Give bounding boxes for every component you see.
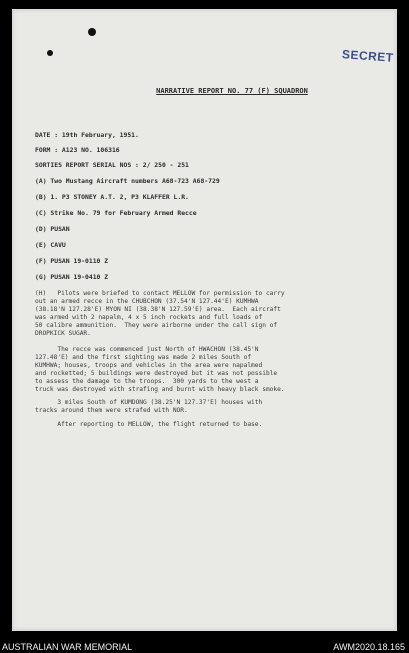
footer-accession: AWM2020.18.165 <box>333 642 405 652</box>
secret-stamp: SECRET <box>341 47 395 65</box>
item-g: (G) PUSAN 19-0410 Z <box>35 273 109 281</box>
item-e: (E) CAVU <box>35 241 66 249</box>
paragraph-kumdong: 3 miles South of KUMDONG (38.25'N 127.37'E) houses with tracks around them were strafed with NOR. <box>35 399 263 414</box>
footer-institution: AUSTRALIAN WAR MEMORIAL <box>2 642 133 652</box>
item-f: (F) PUSAN 19-0110 Z <box>35 257 109 265</box>
report-title: NARRATIVE REPORT NO. 77 (F) SQUADRON <box>156 87 308 95</box>
date-line: DATE : 19th February, 1951. <box>35 131 139 139</box>
paragraph-h: (H) Pilots were briefed to contact MELLOW for permission to carry out an armed recce in the CHUBCHON (37.54'N 127.44'E) KUMHWA (38.18'N 127.28'E) MYON NI (38.38'N 127.59'E) area. Each aircraft was armed with 2 napalm, 4 x 5 inch rockets and full loads of 50 calibre ammunition. They were airborne under the call sign of DROPKICK SUGAR. <box>35 290 285 337</box>
punch-hole-top <box>88 28 96 36</box>
item-d: (D) PUSAN <box>35 225 70 233</box>
paragraph-recce: The recce was commenced just North of HWACHON (38.45'N 127.48'E) and the first sighting was made 2 miles South of KUMHWA; houses, troops and vehicles in the area were napalmed and rocketted; 5 buildings were destroyed but it was not possible to assess the damage to the troops. 300 yards to the west a truck was destroyed with strafing and burnt with heavy black smoke. <box>35 346 285 393</box>
form-line: FORM : A123 NO. 106316 <box>35 146 120 154</box>
item-a: (A) Two Mustang Aircraft numbers A68-723 A68-729 <box>35 177 220 185</box>
document-page <box>12 9 397 631</box>
item-c: (C) Strike No. 79 for February Armed Recce <box>35 209 197 217</box>
item-b: (B) 1. P3 STONEY A.T. 2, P3 KLAFFER L.R. <box>35 193 189 201</box>
sorties-line: SORTIES REPORT SERIAL NOS : 2/ 250 - 251 <box>35 161 189 169</box>
paragraph-return: After reporting to MELLOW, the flight returned to base. <box>35 421 263 428</box>
punch-hole-side <box>47 50 53 56</box>
